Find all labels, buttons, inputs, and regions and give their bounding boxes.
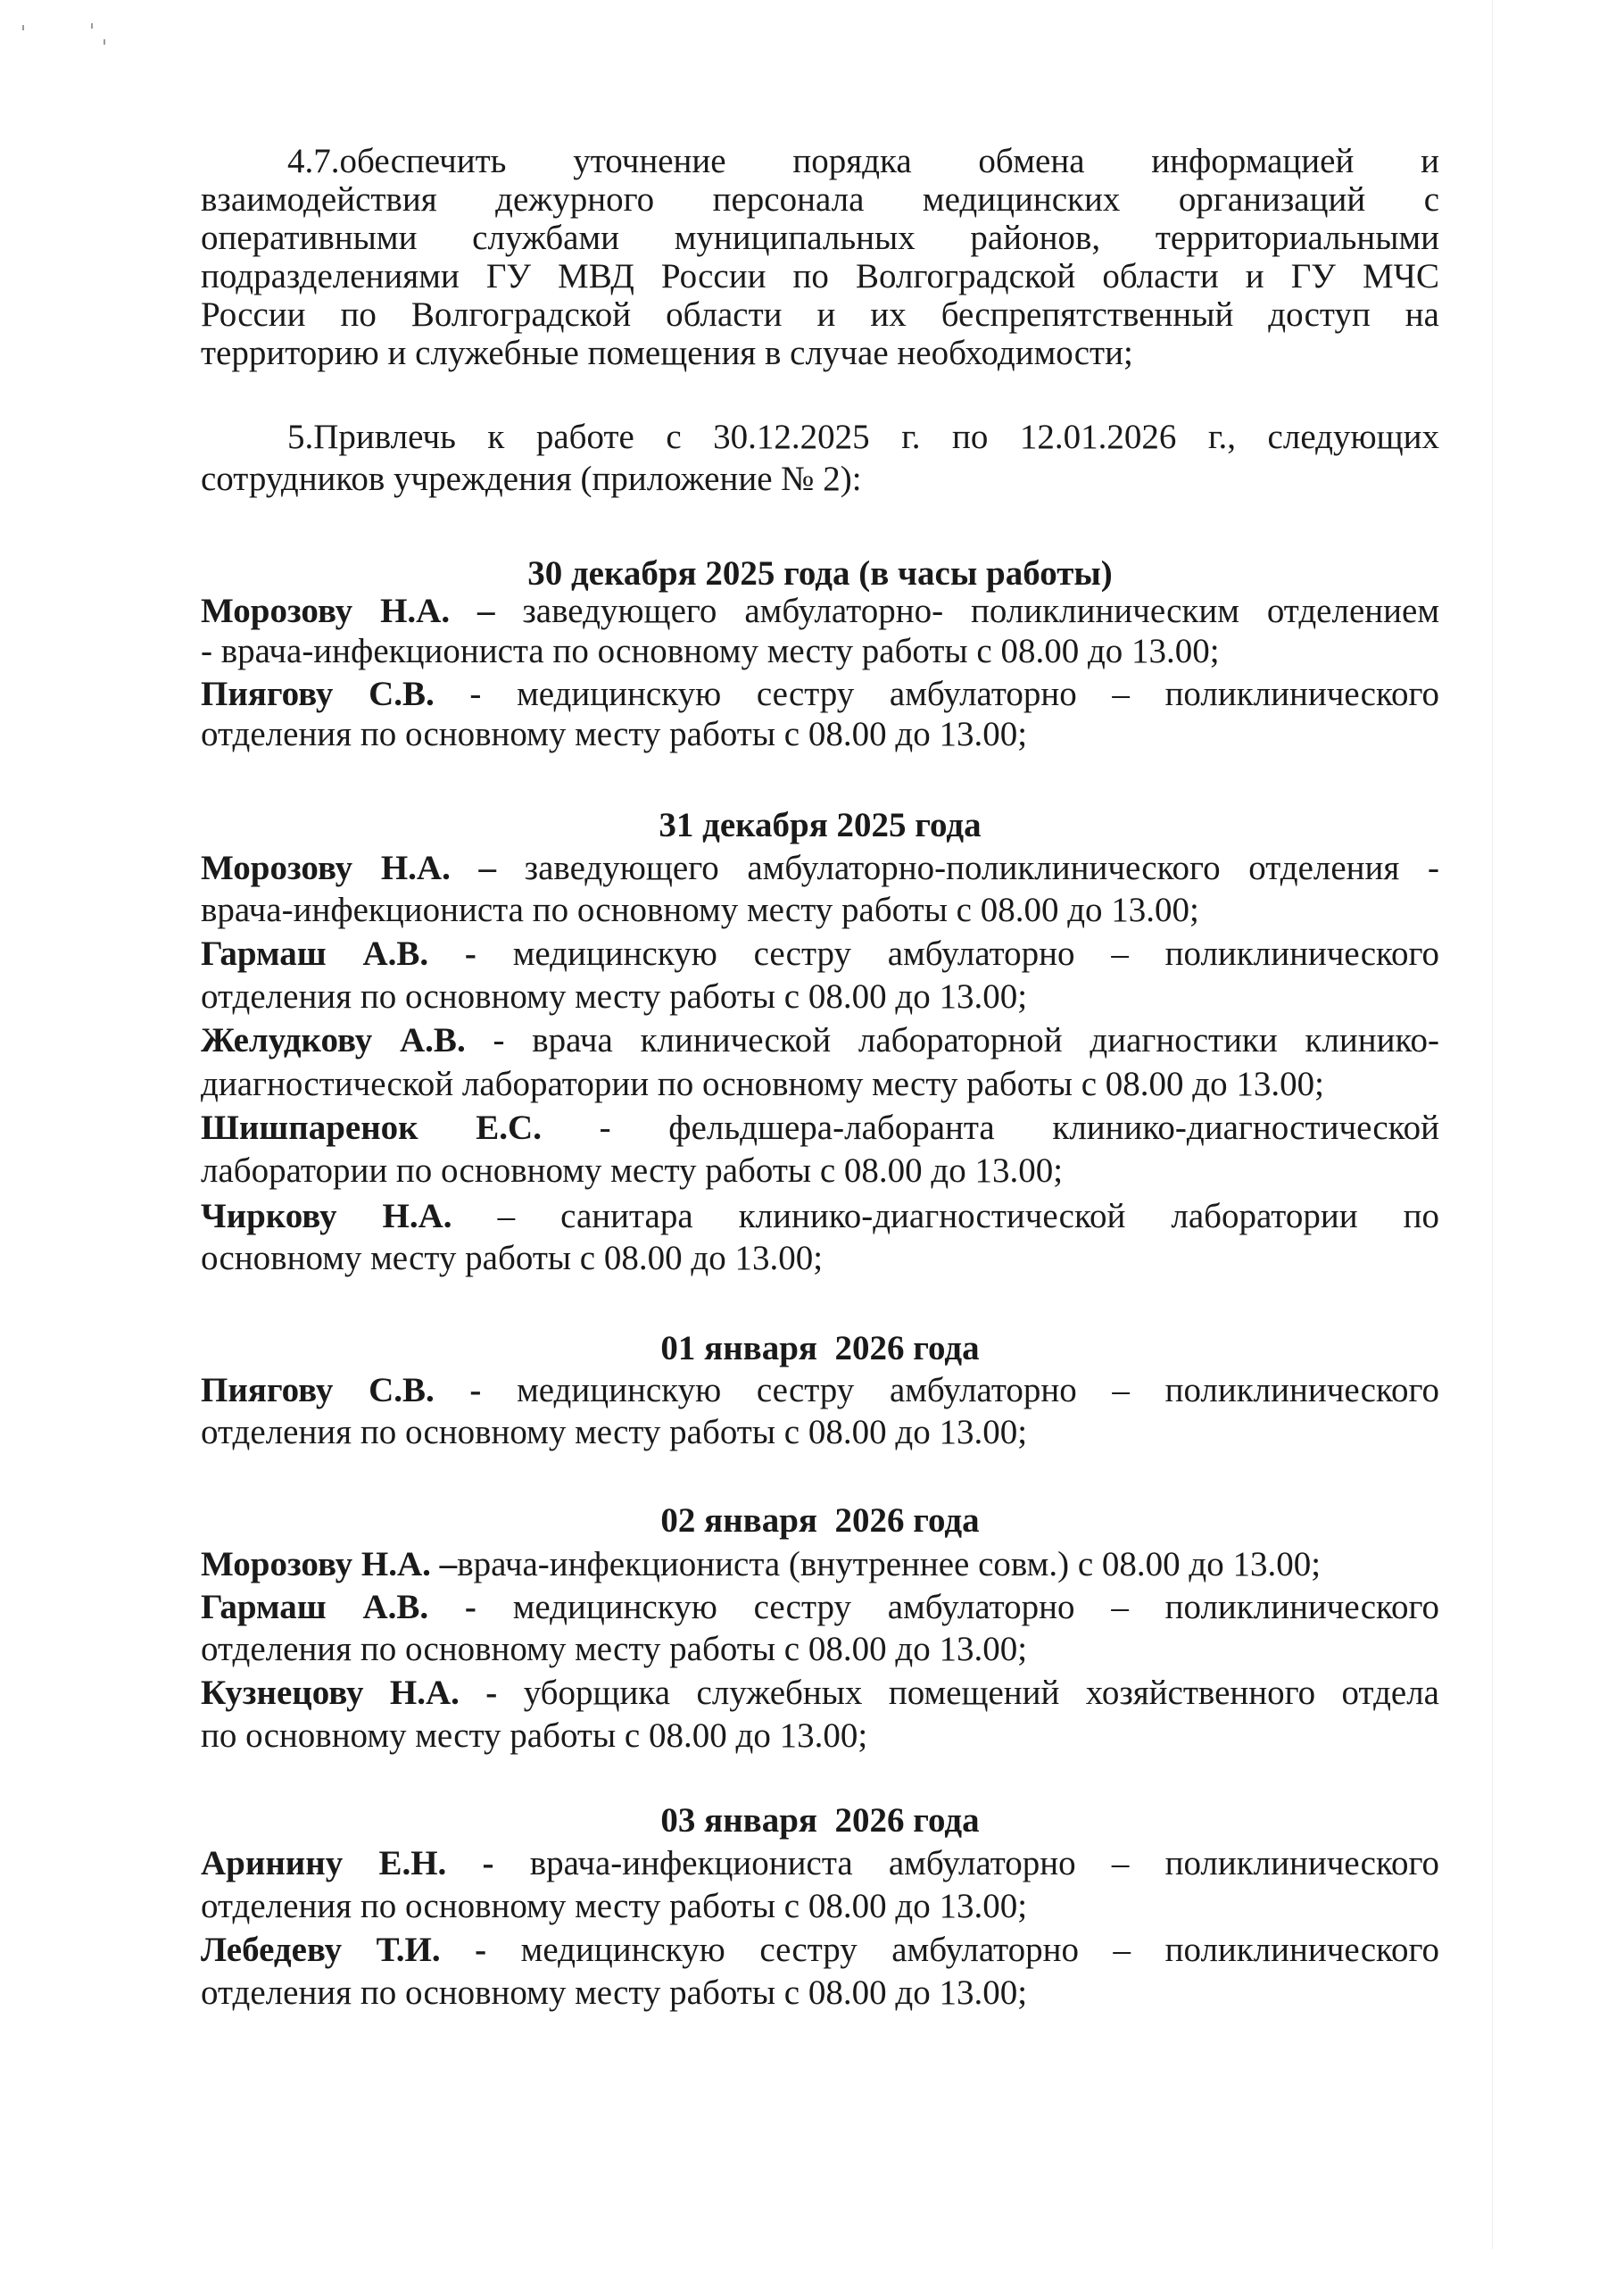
employee-entry-line [201, 1843, 1439, 1884]
text-line: России по Волгоградской области и их беспрепятственный доступ на [201, 295, 1439, 334]
employee-name: Чиркову Н.А. [201, 1197, 452, 1235]
entry-text: отделения по основному месту работы с 08.00 до 13.00; [201, 1973, 1028, 2012]
entry-text: по основному месту работы с 08.00 до 13.00; [201, 1716, 868, 1755]
entry-text: основному месту работы с 08.00 до 13.00; [201, 1239, 824, 1277]
employee-name: Кузнецову Н.А. - [201, 1674, 498, 1712]
scan-speck [104, 39, 105, 45]
entry-text: - врача-инфекциониста по основному месту работы с 08.00 до 13.00; [201, 632, 1220, 670]
text-line: подразделениями ГУ МВД России по Волгоградской области и ГУ МЧС [201, 257, 1439, 295]
scan-artifact-line [1492, 0, 1493, 2249]
text-line [201, 714, 1439, 755]
text-line [201, 631, 1439, 672]
entry-text: врача-инфекциониста по основному месту работы с 08.00 до 13.00; [201, 891, 1199, 929]
employee-entry-line [201, 1930, 1439, 1971]
text-line [201, 1412, 1439, 1453]
employee-name: Пиягову С.В. - [201, 1371, 482, 1409]
entry-text: медицинскую сестру амбулаторно – поликлинического [486, 1931, 1439, 1969]
day-heading: 30 декабря 2025 года (в часы работы) [527, 554, 1113, 593]
entry-text: заведующего амбулаторно-поликлинического отделения - [496, 849, 1439, 887]
employee-entry-line [201, 1020, 1439, 1061]
employee-name: Гармаш А.В. - [201, 935, 476, 973]
employee-name: Морозову Н.А. – [201, 1545, 458, 1583]
text-line [201, 1716, 1439, 1757]
entry-text: заведующего амбулаторно- поликлиническим отделением [494, 592, 1439, 630]
employee-entry-line [201, 1108, 1439, 1149]
day-heading: 01 января 2026 года [660, 1329, 980, 1367]
employee-entry-line [201, 1587, 1439, 1628]
entry-text: уборщика служебных помещений хозяйственного отдела [497, 1674, 1439, 1712]
text-line [201, 890, 1439, 931]
employee-name: Шишпаренок Е.С. [201, 1109, 542, 1147]
employee-name: Морозову Н.А. – [201, 592, 495, 630]
text-line: сотрудников учреждения (приложение № 2): [201, 460, 862, 498]
day-heading: 03 января 2026 года [660, 1801, 980, 1840]
entry-text: врача-инфекциониста (внутреннее совм.) с 08.00 до 13.00; [457, 1545, 1322, 1583]
entry-text: – санитара клинико-диагностической лаборатории по [452, 1197, 1439, 1235]
entry-text: диагностической лаборатории по основному месту работы с 08.00 до 13.00; [201, 1065, 1324, 1103]
employee-entry-line [201, 591, 1439, 632]
scan-speck [91, 23, 93, 29]
text-line: оперативными службами муниципальных районов, территориальными [201, 219, 1439, 257]
employee-name: Аринину Е.Н. - [201, 1844, 494, 1882]
employee-name: Гармаш А.В. - [201, 1588, 476, 1626]
text-line [201, 976, 1439, 1018]
entry-text: медицинскую сестру амбулаторно – поликлинического [476, 1588, 1440, 1626]
entry-text: отделения по основному месту работы с 08.00 до 13.00; [201, 977, 1028, 1016]
employee-name: Лебедеву Т.И. - [201, 1931, 487, 1969]
employee-entry-line [201, 1196, 1439, 1237]
day-heading: 31 декабря 2025 года [659, 806, 982, 844]
text-line [201, 1629, 1439, 1670]
employee-entry-line [201, 848, 1439, 889]
text-line [201, 1238, 1439, 1279]
entry-text: - врача клинической лабораторной диагностики клинико- [465, 1021, 1439, 1059]
entry-text: отделения по основному месту работы с 08.00 до 13.00; [201, 1630, 1028, 1668]
entry-text: отделения по основному месту работы с 08.00 до 13.00; [201, 1887, 1028, 1925]
entry-text: - медицинскую сестру амбулаторно – поликлинического [434, 675, 1439, 713]
text-line: 4.7.обеспечить уточнение порядка обмена информацией и [287, 142, 1439, 180]
entry-text: лаборатории по основному месту работы с 08.00 до 13.00; [201, 1151, 1064, 1190]
text-line: 5.Привлечь к работе с 30.12.2025 г. по 12.01.2026 г., следующих [287, 418, 1439, 456]
entry-text: медицинскую сестру амбулаторно – поликлинического [481, 1371, 1439, 1409]
text-line [201, 1064, 1439, 1105]
entry-text: отделения по основному месту работы с 08.00 до 13.00; [201, 1413, 1028, 1451]
employee-name: Морозову Н.А. – [201, 849, 497, 887]
day-heading: 02 января 2026 года [660, 1501, 980, 1540]
employee-entry-line [201, 1673, 1439, 1714]
employee-entry-line [201, 934, 1439, 975]
entry-text: - фельдшера-лаборанта клинико-диагностической [541, 1109, 1439, 1147]
entry-text: медицинскую сестру амбулаторно – поликлинического [476, 935, 1440, 973]
text-line [201, 1886, 1439, 1927]
text-line [201, 1973, 1439, 2014]
text-line: взаимодействия дежурного персонала медицинских организаций с [201, 180, 1439, 219]
text-line [201, 1151, 1439, 1192]
employee-name: Пиягову С.В. [201, 675, 435, 713]
scan-speck [22, 25, 24, 30]
employee-name: Желудкову А.В. [201, 1021, 466, 1059]
employee-entry-line [201, 1544, 1439, 1585]
entry-text: врача-инфекциониста амбулаторно – поликлинического [493, 1844, 1439, 1882]
text-line: территорию и служебные помещения в случае необходимости; [201, 334, 1133, 372]
employee-entry-line [201, 674, 1439, 715]
employee-entry-line [201, 1370, 1439, 1411]
entry-text: отделения по основному месту работы с 08.00 до 13.00; [201, 715, 1028, 753]
